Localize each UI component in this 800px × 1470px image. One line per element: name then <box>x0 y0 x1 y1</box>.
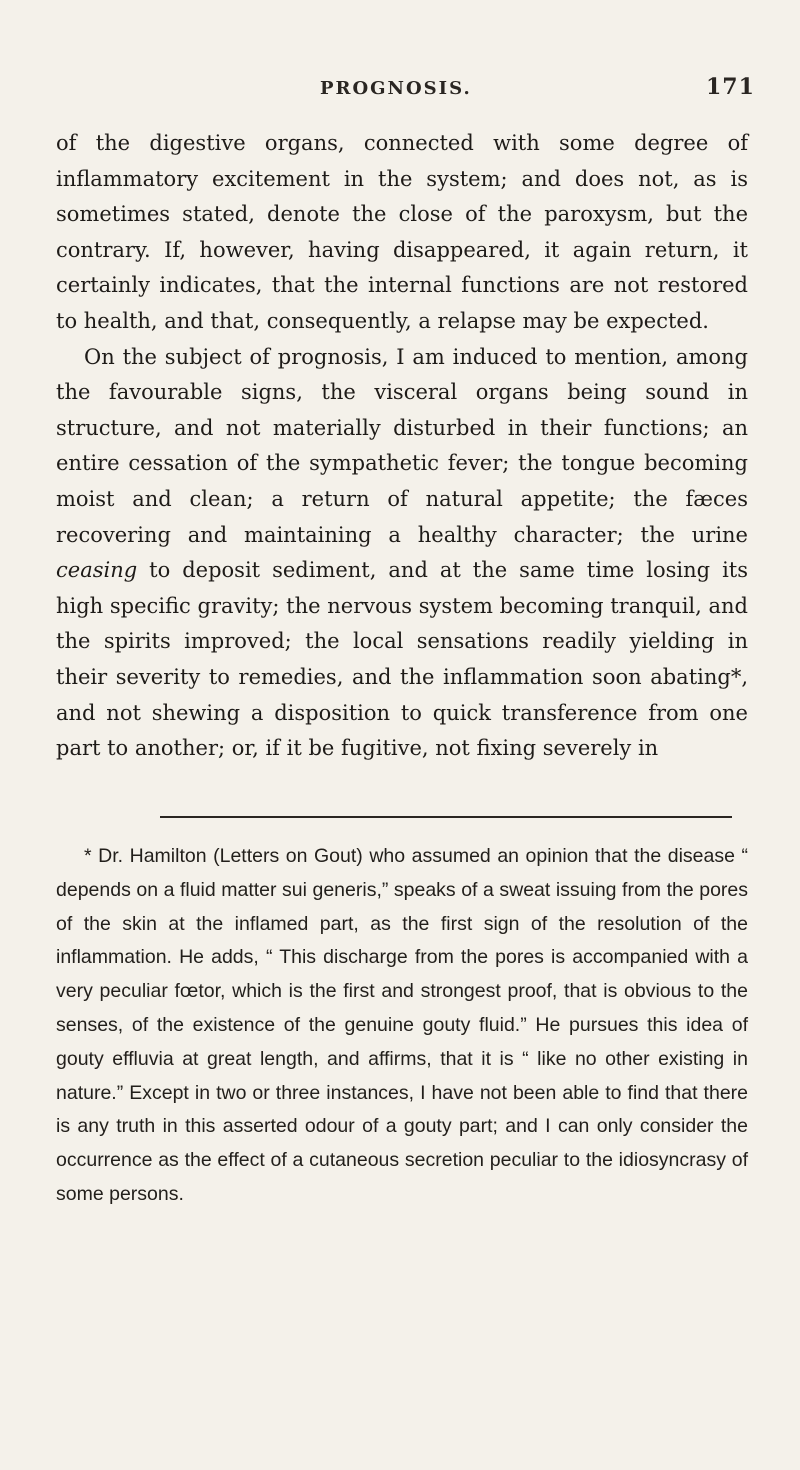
body-paragraph-2-part-a: On the subject of prognosis, I am induced to mention, among the favourable signs, the visceral organs being sound in structure, and not materially disturbed in their functions; an entire cessation of the sympathetic fever; the tongue becoming moist and clean; a return of natural appetite; the fæces recovering and maintaining a healthy character; the urine <box>56 344 748 547</box>
italic-word-ceasing: ceasing <box>56 558 138 583</box>
footnote-text: * Dr. Hamilton (Letters on Gout) who assumed an opinion that the disease “ depends on a fluid matter sui generis,” speaks of a sweat issuing from the pores of the skin at the inflamed part, as the first sign of the resolution of the inflammation. He adds, “ This discharge from the pores is accompanied with a very peculiar fœtor, which is the first and strongest proof, that is obvious to the senses, of the existence of the genuine gouty fluid.” He pursues this idea of gouty effluvia at great length, and affirms, that it is “ like no other existing in nature.” Except in two or three instances, I have not been able to find that there is any truth in this asserted odour of a gouty part; and I can only consider the occurrence as the effect of a cutaneous secretion peculiar to the idiosyncrasy of some persons. <box>56 845 748 1205</box>
body-paragraph-2 <box>56 340 748 767</box>
body-paragraph-2-part-b: to deposit sediment, and at the same time losing its high specific gravity; the nervous system becoming tranquil, and the spirits improved; the local sensations readily yielding in their severity to remedies, and the inflammation soon abating*, and not shewing a disposition to quick transference from one part to another; or, if it be fugitive, not fixing severely in <box>56 558 748 761</box>
running-head-title: PROGNOSIS. <box>320 78 472 99</box>
footnote-block <box>56 840 748 1212</box>
footnote-separator-rule <box>160 816 732 818</box>
body-paragraph-1: of the digestive organs, connected with some degree of inflammatory excitement in the system; and does not, as is sometimes stated, denote the close of the paroxysm, but the contrary. If, however, having disappeared, it again return, it certainly indicates, that the internal functions are not restored to health, and that, consequently, a relapse may be expected. <box>56 131 748 333</box>
page-number: 171 <box>706 74 755 100</box>
main-text-block <box>56 126 748 767</box>
